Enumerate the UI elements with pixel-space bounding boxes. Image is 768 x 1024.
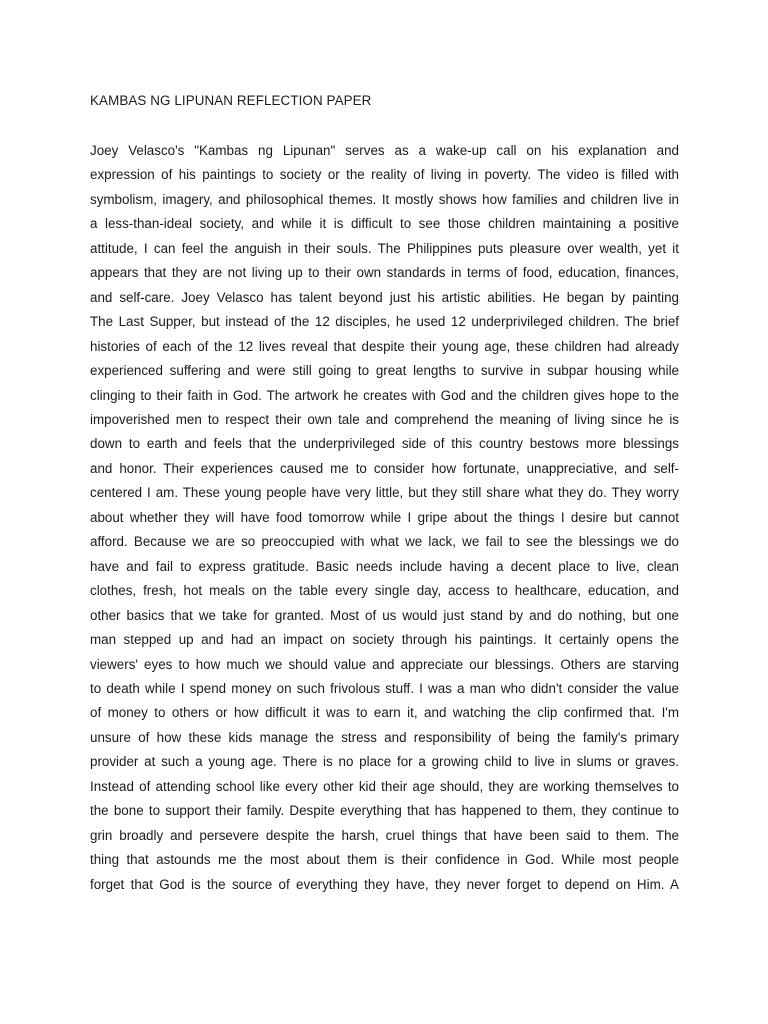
text-line: Instead of attending school like every other kid their age should, they are working themselves to xyxy=(90,778,679,794)
text-line: and self-care. Joey Velasco has talent beyond just his artistic abilities. He began by painting xyxy=(90,289,679,305)
text-line: other basics that we take for granted. Most of us would just stand by and do nothing, but one xyxy=(90,607,679,623)
document-title: KAMBAS NG LIPUNAN REFLECTION PAPER xyxy=(90,93,372,108)
text-line: have and fail to express gratitude. Basic needs include having a decent place to live, clean xyxy=(90,558,679,574)
text-line: man stepped up and had an impact on society through his paintings. It certainly opens the xyxy=(90,632,679,648)
text-line: about whether they will have food tomorrow while I gripe about the things I desire but cannot xyxy=(90,509,679,525)
text-line: appears that they are not living up to their own standards in terms of food, education, finances, xyxy=(90,265,679,281)
text-line: experienced suffering and were still going to great lengths to survive in subpar housing while xyxy=(90,363,679,379)
text-line: centered I am. These young people have very little, but they still share what they do. They worry xyxy=(90,485,679,501)
text-line: and honor. Their experiences caused me to consider how fortunate, unappreciative, and self- xyxy=(90,460,679,476)
document-body xyxy=(90,139,679,897)
text-line: of money to others or how difficult it was to earn it, and watching the clip confirmed that. I'm xyxy=(90,705,679,721)
text-line: grin broadly and persevere despite the harsh, cruel things that have been said to them. The xyxy=(90,827,679,843)
text-line: expression of his paintings to society or the reality of living in poverty. The video is filled with xyxy=(90,167,679,183)
text-line: viewers' eyes to how much we should value and appreciate our blessings. Others are starving xyxy=(90,656,679,672)
text-line: provider at such a young age. There is no place for a growing child to live in slums or graves. xyxy=(90,754,679,770)
text-line: clothes, fresh, hot meals on the table every single day, access to healthcare, education, and xyxy=(90,583,679,599)
text-line: the bone to support their family. Despite everything that has happened to them, they continue to xyxy=(90,803,679,819)
text-line: thing that astounds me the most about them is their confidence in God. While most people xyxy=(90,852,679,868)
text-line: attitude, I can feel the anguish in their souls. The Philippines puts pleasure over wealth, yet it xyxy=(90,240,679,256)
text-line: unsure of how these kids manage the stress and responsibility of being the family's primary xyxy=(90,729,679,745)
text-line: The Last Supper, but instead of the 12 disciples, he used 12 underprivileged children. The brief xyxy=(90,314,679,330)
text-line: clinging to their faith in God. The artwork he creates with God and the children gives hope to the xyxy=(90,387,679,403)
text-line: afford. Because we are so preoccupied with what we lack, we fail to see the blessings we do xyxy=(90,534,679,550)
text-line: impoverished men to respect their own tale and comprehend the meaning of living since he is xyxy=(90,411,679,427)
text-line: histories of each of the 12 lives reveal that despite their young age, these children had already xyxy=(90,338,679,354)
text-line: Joey Velasco's "Kambas ng Lipunan" serves as a wake-up call on his explanation and xyxy=(90,143,679,158)
text-line: down to earth and feels that the underprivileged side of this country bestows more blessings xyxy=(90,436,679,452)
text-line: a less-than-ideal society, and while it is difficult to see those children maintaining a positive xyxy=(90,216,679,232)
text-line: forget that God is the source of everything they have, they never forget to depend on Him. A xyxy=(90,876,679,892)
text-line: to death while I spend money on such frivolous stuff. I was a man who didn't consider the value xyxy=(90,680,679,696)
text-line: symbolism, imagery, and philosophical themes. It mostly shows how families and children live in xyxy=(90,191,679,207)
